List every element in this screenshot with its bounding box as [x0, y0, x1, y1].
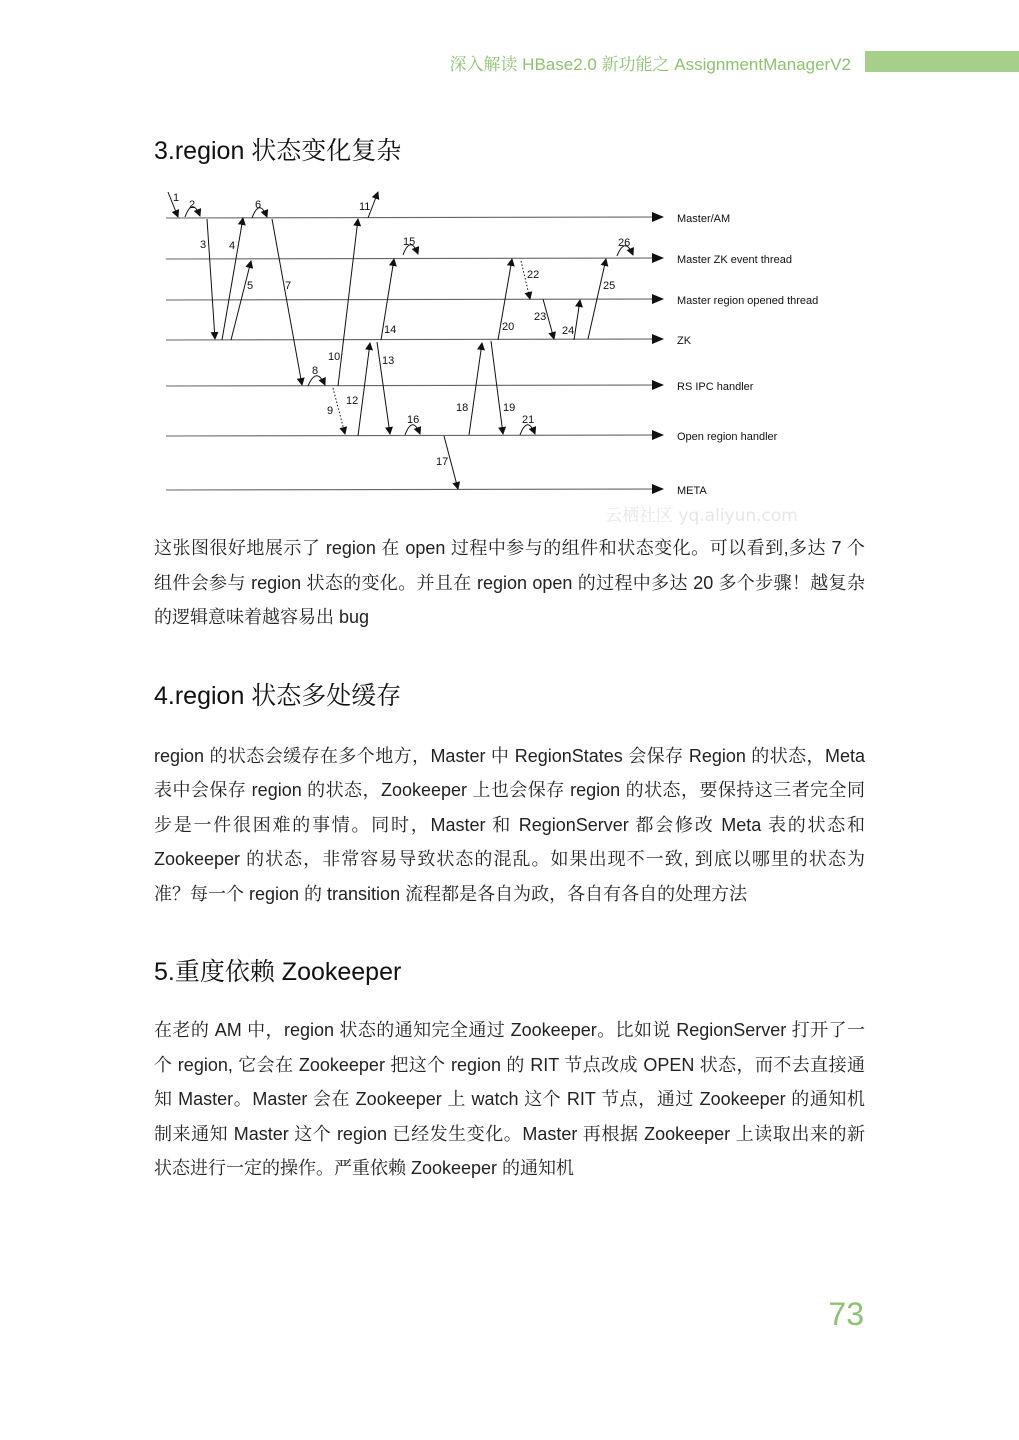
step-number: 3 — [200, 239, 207, 251]
step-number: 20 — [502, 321, 515, 333]
lane-line — [166, 489, 663, 490]
step-number: 15 — [403, 236, 416, 248]
step-number: 4 — [229, 240, 236, 252]
lane-line — [166, 339, 663, 340]
step-arrow — [207, 219, 215, 339]
lane-label: ZK — [677, 335, 692, 347]
step-number: 14 — [384, 324, 397, 336]
step-arrow — [469, 343, 482, 435]
step-number: 7 — [285, 280, 292, 292]
lane-label: Master ZK event thread — [677, 254, 792, 266]
step-number: 24 — [562, 325, 575, 337]
self-step-arrow — [308, 376, 325, 386]
step-number: 25 — [603, 280, 616, 292]
self-step-arrow — [520, 425, 535, 435]
lane-line — [166, 385, 663, 386]
step-number: 2 — [189, 199, 196, 211]
step-number: 18 — [456, 402, 469, 414]
lane-line — [166, 435, 663, 436]
step-arrow — [333, 388, 345, 434]
section-heading-4: 4.region 状态多处缓存 — [154, 681, 402, 710]
step-number: 5 — [247, 280, 254, 292]
step-number: 11 — [359, 201, 371, 213]
step-number: 23 — [534, 311, 547, 323]
self-step-arrow — [405, 425, 420, 435]
step-number: 21 — [522, 414, 535, 426]
running-header: 深入解读 HBase2.0 新功能之 AssignmentManagerV2 — [449, 55, 851, 74]
lane-label: Master region opened thread — [677, 295, 819, 307]
step-arrow — [272, 219, 302, 385]
step-number: 10 — [328, 351, 341, 363]
step-number: 6 — [255, 199, 262, 211]
lane-line — [166, 258, 663, 259]
step-number: 22 — [527, 269, 540, 281]
lane-label: META — [677, 485, 707, 497]
step-arrow — [491, 341, 503, 434]
step-number: 9 — [327, 405, 334, 417]
lane-label: Open region handler — [677, 431, 778, 443]
watermark: 云栖社区 yq.aliyun.com — [605, 506, 798, 526]
step-number: 26 — [618, 237, 631, 249]
page-content — [154, 134, 865, 1186]
page-number: 73 — [828, 1296, 864, 1332]
step-arrow — [338, 219, 358, 386]
step-arrow — [574, 300, 580, 340]
step-number: 1 — [173, 192, 180, 204]
step-arrow — [222, 218, 243, 340]
step-number: 19 — [503, 402, 516, 414]
lane-label: RS IPC handler — [677, 381, 754, 393]
region-state-diagram — [160, 182, 850, 527]
header-accent-bar — [865, 51, 1019, 72]
lane-line — [166, 299, 663, 300]
step-number: 16 — [407, 414, 420, 426]
step-number: 13 — [382, 355, 395, 367]
lane-line — [166, 217, 663, 218]
step-number: 17 — [436, 456, 449, 468]
section-heading-5: 5.重度依赖 Zookeeper — [154, 958, 402, 986]
paragraph: region 的状态会缓存在多个地方，Master 中 RegionStates 会保存 Region 的状态，Meta 表中会保存 region 的状态，Zookeeper 上也会保存 region 的状态，要保持这三者完全同步是一件很困难的事情。同时，Master 和 RegionServer 都会修改 Meta 表的状态和 Zookeeper 的状态，非常容易导致状态的混乱。如果出现不一致, 到底以哪里的状态为准？每一个 region 的 transition 流程都是各自为政，各自有各自的处理方法 — [154, 745, 865, 904]
paragraph: 在老的 AM 中，region 状态的通知完全通过 Zookeeper。比如说 RegionServer 打开了一个 region, 它会在 Zookeeper 把这个 region 的 RIT 节点改成 OPEN 状态，而不去直接通知 Master。Master 会在 Zookeeper 上 watch 这个 RIT 节点，通过 Zookeeper 的通知机制来通知 Master 这个 region 已经发生变化。Master 再根据 Zookeeper 上读取出来的新状态进行一定的操作。严重依赖 Zookeeper 的通知机 — [154, 1020, 865, 1178]
step-number: 12 — [346, 395, 359, 407]
step-number: 8 — [312, 365, 319, 377]
paragraph: 这张图很好地展示了 region 在 open 过程中参与的组件和状态变化。可以看到,多达 7 个组件会参与 region 状态的变化。并且在 region open 的过程中多达 20 多个步骤！越复杂的逻辑意味着越容易出 bug — [154, 538, 865, 627]
step-arrow — [358, 343, 370, 436]
lane-label: Master/AM — [677, 213, 731, 225]
section-heading-3: 3.region 状态变化复杂 — [154, 137, 402, 165]
